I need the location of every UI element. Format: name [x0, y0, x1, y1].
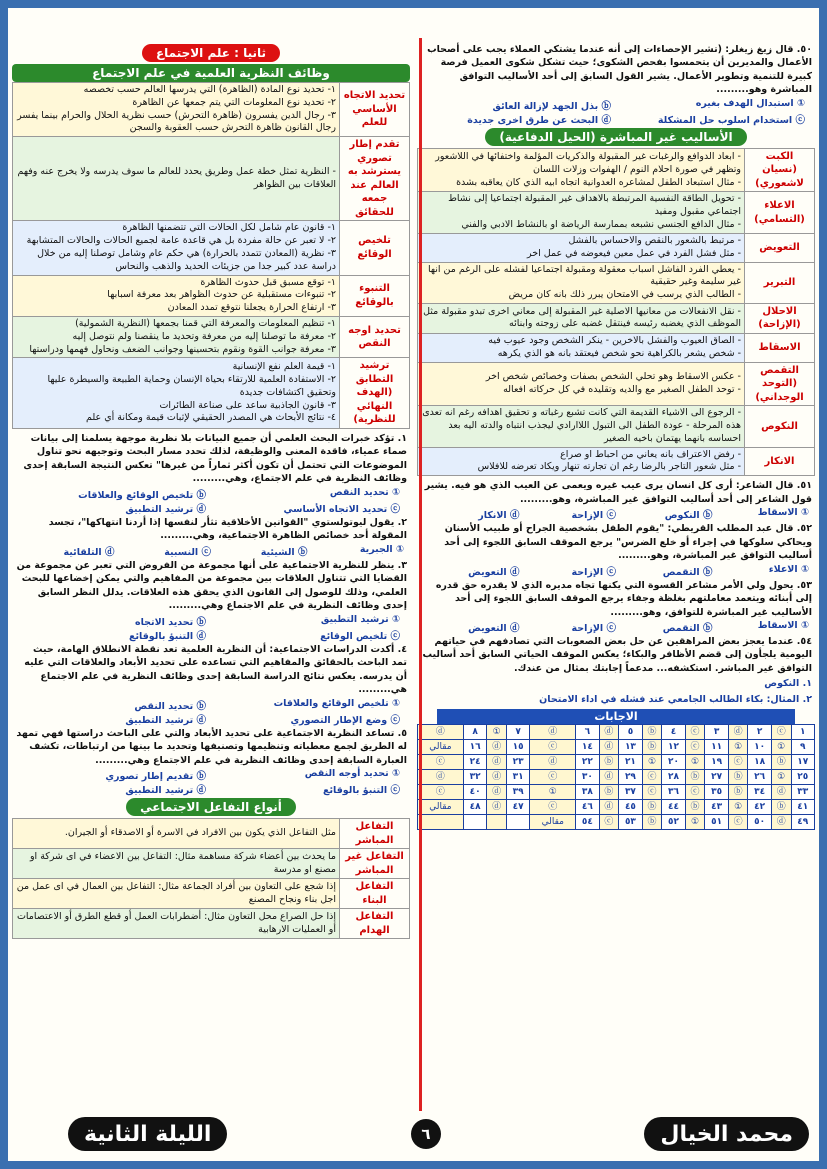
- answer-choice: ⓓ: [599, 725, 619, 740]
- answer-number: ٤٩: [791, 815, 814, 830]
- question-54-answer-2: ٢. المثال: بكاء الطالب الجامعي عند فشله في اداء الامتحان: [539, 693, 812, 705]
- row-label: التعويض: [745, 233, 815, 262]
- row-text: - الصاق العيوب والفشل بالاخرين - ينكر الشخص وجود عيوب فيه - شخص يشعر بالكراهية نحو شخص فيعتقد بانه هو الذي يكرهه: [418, 333, 745, 362]
- question-5-options: [12, 768, 410, 796]
- table-row: [418, 303, 815, 333]
- answer-choice: ⓒ: [530, 800, 576, 815]
- row-text: - نقل الانفعالات من معانيها الاصلية غير المقبولة إلى معاني اخرى تبدو مقبولة مثل الموظف الذي يغضبه رئيسه فينتقل غضبه على زوجته وابنائه: [418, 303, 745, 333]
- answer-number: ٥٤: [576, 815, 599, 830]
- table-row: [418, 233, 815, 262]
- section-title: ثانيا : علم الاجتماع: [142, 44, 280, 62]
- answer-choice: ⓒ: [685, 725, 705, 740]
- answer-number: ٢٥: [791, 770, 814, 785]
- option: ⓒ وضع الإطار التصوري: [290, 714, 400, 726]
- table-row: [13, 316, 410, 357]
- table-row: [418, 447, 815, 476]
- answer-choice: ⓓ: [530, 755, 576, 770]
- answer-number: ٣٢: [463, 770, 486, 785]
- option: ⓒ الإزاحة: [571, 623, 616, 634]
- answer-number: ٤٥: [619, 800, 642, 815]
- option: ⓑ التقمص: [662, 623, 713, 634]
- column-divider: [419, 38, 422, 1111]
- answers-title: الاجابات: [437, 709, 795, 724]
- option: ⓓ التلقائية: [63, 546, 115, 558]
- interaction-title: أنواع التفاعل الاجتماعي: [126, 798, 296, 816]
- option: ① تحديد أوجه النقص: [304, 768, 400, 780]
- answer-number: ١٦: [463, 740, 486, 755]
- row-label: الاعلاء (التسامي): [745, 192, 815, 233]
- answer-choice: ①: [728, 800, 748, 815]
- answer-choice: ⓒ: [642, 770, 662, 785]
- answer-choice: ⓓ: [771, 785, 791, 800]
- row-label: الاحلال (الإزاحة): [745, 303, 815, 333]
- row-label: تحديد الاتجاه الأساسي للعلم: [340, 83, 410, 137]
- answer-number: ١٧: [791, 755, 814, 770]
- answer-number: ١١: [705, 740, 728, 755]
- answer-choice: ⓓ: [418, 725, 464, 740]
- row-label: تلخيص الوقائع: [340, 221, 410, 275]
- answers-number-row: [418, 785, 815, 800]
- answer-choice: ⓒ: [685, 740, 705, 755]
- defense-banner: [417, 128, 815, 146]
- answer-number: ٢٦: [748, 770, 771, 785]
- answer-choice: ⓓ: [599, 740, 619, 755]
- answer-number: ٣٨: [576, 785, 599, 800]
- option: ① استبدال الهدف بغيره: [695, 97, 805, 109]
- answer-choice: ⓑ: [642, 815, 662, 830]
- question-54: ٥٤. عندما يعجز بعض المراهقين عن حل بعض الصعوبات التي تصادفهم في حياتهم اليومية يلجأون إلى قضم الأظافر والبكاء؛ يعكس الموقف الحياتي السابق أحد أساليب التوافق غير المباشر. استكشفه... مدعماً إجابتك بمثال من عندك.: [422, 636, 812, 674]
- answer-number: ٤٤: [662, 800, 685, 815]
- question-4-options: [12, 698, 410, 726]
- answer-number: ١٥: [506, 740, 529, 755]
- answer-choice: ⓑ: [642, 740, 662, 755]
- answer-choice: ⓑ: [642, 725, 662, 740]
- answer-number: ٥١: [705, 815, 728, 830]
- answer-number: ٤٢: [748, 800, 771, 815]
- question-52: ٥٢. قال عبد المطلب القريطي: "يقوم الطفل بشخصية الجراح أو طبيب الأسنان ويحاكي سلوكها في إجراء أو خلع الضرس" يرجع الموقف السابق اللجوء إلى أحد أساليب التوافق غير المباشرة، وهو.........: [444, 523, 812, 562]
- answer-number: ٢٨: [662, 770, 685, 785]
- table-row: [13, 879, 410, 909]
- row-label: تقدم إطار تصوري يسترشد به العالم عند جمعه للحقائق: [340, 137, 410, 221]
- answer-choice: ⓒ: [530, 740, 576, 755]
- answer-number: ٤٦: [576, 800, 599, 815]
- answer-number: ٣٧: [619, 785, 642, 800]
- answer-number: ١٢: [662, 740, 685, 755]
- answer-choice: ⓒ: [530, 770, 576, 785]
- row-text: - مرتبط بالشعور بالنقص والاحساس بالفشل - مثل فشل الفرد في عمل معين فيعوضه في عمل اخر: [418, 233, 745, 262]
- option: ⓑ تحديد النقص: [134, 700, 206, 712]
- answers-number-row: [418, 755, 815, 770]
- option: ① الاسقاط: [757, 507, 809, 519]
- answer-number: ١٠: [748, 740, 771, 755]
- table-row: [418, 148, 815, 192]
- row-text: - يعطي الفرد الفاشل اسباب معقولة ومقبولة اجتماعيا لفشله على الرغم من انها غير سليمة وغير حقيقية - الطالب الذي يرسب في الامتحان يبرر ذلك بانه كان مريض: [418, 262, 745, 303]
- page-number: ٦: [411, 1119, 441, 1149]
- answer-number: ٧: [506, 725, 529, 740]
- row-label: التفاعل الهدام: [340, 909, 410, 939]
- question-3: ٣. ينظر للنظرية الاجتماعية على أنها مجموعة من الفروض التي تعبر عن مجموعة من القضايا التي تتناول العلاقات بين مجموعة من المفاهيم والتي يمكن إخضاعها للبحث العلمي، وذلك للوصول إلى القانون الذي يحقق هذه العلاقات. يدلل النظر السابق إحدى وظائف النظرية في علم الاجتماع وهي.........: [16, 559, 407, 612]
- answer-number: ٣٥: [705, 785, 728, 800]
- question-2: ٢. يقول ليوتولستوي "القوانين الأخلاقية تثأر لنفسها إذا أردنا انتهاكها"، تجسد المقولة أحد خصائص الظاهرة الاجتماعية، وهي.........: [48, 516, 407, 542]
- answer-choice: ⓓ: [418, 770, 464, 785]
- row-label: الكبت (نسيان لاشعوري): [745, 148, 815, 192]
- table-row: [418, 333, 815, 362]
- question-1-options: [12, 487, 410, 515]
- option: ⓑ النكوص: [664, 510, 713, 522]
- option: ⓓ ترشيد التطبيق: [125, 714, 206, 726]
- answer-choice: ⓓ: [487, 800, 507, 815]
- answer-choice: [487, 815, 507, 830]
- question-2-options: [12, 544, 410, 558]
- option: ⓑ تقديم إطار تصوري: [105, 771, 206, 783]
- answer-number: ٢٢: [576, 755, 599, 770]
- answer-choice: ①: [771, 740, 791, 755]
- answer-choice: ⓓ: [487, 770, 507, 785]
- answer-number: ٢٧: [705, 770, 728, 785]
- answer-number: ٤٧: [506, 800, 529, 815]
- option: ⓒ تلخيص الوقائع: [320, 630, 400, 642]
- answer-number: ٣٩: [506, 785, 529, 800]
- option: ⓑ التقمص: [662, 566, 713, 578]
- table-row: [13, 819, 410, 849]
- option: ⓓ الانكار: [478, 510, 520, 522]
- option: ⓑ الشيئية: [260, 546, 308, 558]
- answer-number: ٣١: [506, 770, 529, 785]
- answer-number: ٤٠: [463, 785, 486, 800]
- answer-choice: ⓑ: [771, 800, 791, 815]
- answer-choice: [418, 815, 464, 830]
- answer-choice: ⓑ: [599, 785, 619, 800]
- footer: [18, 1117, 809, 1155]
- answers-number-row: [418, 725, 815, 740]
- answer-choice: ⓒ: [728, 755, 748, 770]
- table-row: [13, 221, 410, 275]
- answer-number: ٢٩: [619, 770, 642, 785]
- row-text: ١- قيمة العلم نفع الإنسانية ٢- الاستفادة العلمية للارتقاء بحياة الإنسان وحماية الطبيعة والسيطرة عليها وتحقيق اكتشافات جديدة ٣- قانون الجاذبية ساعد على صناعة الطائرات ٤- نتائج الأبحاث هي المصدر الحقيقي لإثبات قيمة ومكانة أي علم: [13, 358, 340, 429]
- option: ⓓ التعويض: [468, 566, 520, 578]
- question-4: ٤. أكدت الدراسات الاجتماعية: أن النظرية العلمية تعد نقطة الانطلاق الهامة، حيث تمد الباحث بالحقائق والمفاهيم التي تساعده على تحديد الأبعاد والعلاقات التي عليه أن يدرسه. يعكس نتائج الدراسة السابقة إحدى وظائف النظرية في علم الاجتماع هي.........: [24, 643, 407, 696]
- question-51: ٥١. قال الشاعر: أرى كل انسان يرى عيب غيره ويعمى عن العيب الذي هو فيه. يشير قول الشاعر إلى أحد أساليب التوافق غير المباشرة، وهو.........: [424, 480, 812, 505]
- theory-table: [12, 82, 410, 429]
- author-name: محمد الخيال: [644, 1117, 809, 1151]
- row-text: إذا شجع على التعاون بين أفراد الجماعة مثال: التفاعل بين العمال في اى عمل من اجل بناء ونجاح المصنع: [13, 879, 340, 909]
- answer-number: ٢: [748, 725, 771, 740]
- row-text: - النظرية تمثل خطة عمل وطريق يحدد للعالم ما سوف يدرسه ولا يخرج عنه وفهم العلاقات بين الظواهر: [13, 137, 340, 221]
- question-50-options: [417, 98, 815, 126]
- question-1: ١. تؤكد خبرات البحث العلمي أن جميع البيانات بلا نظرية موجهة يسلمنا إلى بيانات صماء عمياء، فاقدة المعنى والوظيفة، لذلك تحدد مسار البحث وتوجيهه نحو تناول الموضوعات التي تحتمل أن تكون أكثر ثماراً من غيرها" تعكس النتيجة السابقة إحدى وظائف النظرية في علم الاجتماع، وهي.........: [23, 432, 407, 485]
- question-50: ٥٠. قال زيغ زيغلر: (تشير الإحصاءات إلى أنه عندما يشتكي العملاء يجب على أصحاب الأعمال والمديرين أن يتحمسوا بفحص الشكوى؛ حيث تشكل شكوى العميل فرصة كبيرة للتنمية وتطوير الأعمال. يشير القول السابق إلى أحد الأساليب التوافق المباشرة وهو.........: [427, 44, 812, 96]
- option: ⓓ التعويض: [468, 623, 520, 634]
- answers-number-row: [418, 740, 815, 755]
- table-row: [13, 358, 410, 429]
- right-column: [417, 42, 815, 1109]
- answer-number: [506, 815, 529, 830]
- row-text: - الرجوع الى الاشياء القديمة التي كانت تشبع رغباته و تحقيق اهدافه رغم انه تعدى هذه المرحلة - عودة الطفل الى التبول اللاارادي ليجذب انتباه والدته اليه بعد احساسه بانهما يهتمان باخيه الصغير: [418, 406, 745, 447]
- row-label: التفاعل غير المباشر: [340, 849, 410, 879]
- answer-choice: ⓓ: [599, 800, 619, 815]
- row-text: مثل التفاعل الذي يكون بين الافراد في الاسرة أو الاصدقاء أو الجيران.: [13, 819, 340, 849]
- answer-number: ٨: [463, 725, 486, 740]
- answer-choice: ⓒ: [418, 785, 464, 800]
- row-text: ما يحدث بين أعضاء شركة مساهمة مثال: التفاعل بين الاعضاء في اى شركة او مصنع او مدرسة: [13, 849, 340, 879]
- answer-number: ٢٣: [506, 755, 529, 770]
- row-text: - ابعاد الدوافع والرغبات غير المقبولة والذكريات المؤلمة واختفائها في اللاشعور وتظهر في صورة احلام النوم / الهفوات وزلات اللسان - مثال استبعاد الطفل لمشاعره العدوانية اتجاه ابيه الذي كان يعاقبه بشدة: [418, 148, 745, 192]
- option: ⓒ تحديد الاتجاه الأساسي: [283, 503, 400, 515]
- answer-choice: ①: [685, 815, 705, 830]
- option: ⓑ تلخيص الوقائع والعلاقات: [78, 489, 206, 501]
- row-label: التفاعل المباشر: [340, 819, 410, 849]
- answer-choice: ⓑ: [685, 800, 705, 815]
- answer-choice: ⓑ: [771, 755, 791, 770]
- table-row: [13, 909, 410, 939]
- answer-choice: ⓑ: [685, 770, 705, 785]
- table-row: [13, 83, 410, 137]
- answer-number: ٢١: [619, 755, 642, 770]
- section-banner: [12, 44, 410, 62]
- row-text: ١- قانون عام شامل لكل الحالات التي تتضمنها الظاهرة ٢- لا تعبر عن حالة مفردة بل هي قاعدة عامة لجميع الحالات والحالات المتشابهة ٣- نظرية (المعادن تتمدد بالحرارة) هي حكم عام وشامل توصلنا إليه من خلال دراسة عدد كبير جدا من جزيئات الحديد والذهب والنحاس: [13, 221, 340, 275]
- option: ① تحديد النقص: [329, 486, 400, 498]
- answer-number: ٤٣: [705, 800, 728, 815]
- table-row: [13, 275, 410, 316]
- answer-choice: ⓒ: [728, 815, 748, 830]
- option: ⓒ الإزاحة: [571, 566, 616, 578]
- answer-choice: ⓓ: [487, 740, 507, 755]
- option: ⓓ ترشيد التطبيق: [125, 503, 206, 515]
- answer-choice: ⓒ: [418, 755, 464, 770]
- answer-choice: ①: [728, 740, 748, 755]
- answer-number: ٥٠: [748, 815, 771, 830]
- option: ⓒ التنبؤ بالوقائع: [322, 785, 400, 797]
- answer-choice: مقالي: [530, 815, 576, 830]
- answer-choice: ⓒ: [599, 815, 619, 830]
- defense-table: [417, 148, 815, 476]
- option: ⓒ استخدام اسلوب حل المشكلة: [657, 114, 805, 126]
- question-51-options: [417, 507, 815, 521]
- answer-choice: مقالي: [418, 800, 464, 815]
- option: ⓒ الإزاحة: [571, 510, 616, 522]
- answer-number: ١٩: [705, 755, 728, 770]
- answer-number: ٤١: [791, 800, 814, 815]
- answer-number: ٥: [619, 725, 642, 740]
- option: ① الاعلاء: [768, 563, 809, 575]
- answer-number: ٩: [791, 740, 814, 755]
- answer-number: ٣٠: [576, 770, 599, 785]
- answer-number: ٢٠: [662, 755, 685, 770]
- answer-number: ١: [791, 725, 814, 740]
- answer-choice: ⓓ: [771, 815, 791, 830]
- question-53-options: [417, 620, 815, 634]
- answer-choice: ⓒ: [642, 785, 662, 800]
- option: ① ترشيد التطبيق: [320, 613, 400, 625]
- answer-number: ٦: [576, 725, 599, 740]
- row-label: التفاعل البناء: [340, 879, 410, 909]
- table-row: [13, 137, 410, 221]
- row-label: التنبوء بالوقائع: [340, 275, 410, 316]
- interaction-table: [12, 818, 410, 939]
- row-text: - عكس الاسقاط وهو تحلي الشخص بصفات وخصائص شخص اخر - توحد الطفل الصغير مع والديه وتقليده في كل حركاته افعاله: [418, 362, 745, 406]
- option: ① تلخيص الوقائع والعلاقات: [273, 697, 400, 709]
- row-text: ١- توقع مسبق قبل حدوث الظاهرة ٢- تنبوءات مستقبلية عن حدوث الظواهر بعد معرفة اسبابها ٣- ارتفاع الحرارة يجعلنا نتوقع تمدد المعادن: [13, 275, 340, 316]
- table-row: [13, 849, 410, 879]
- answer-choice: ⓓ: [530, 725, 576, 740]
- answer-choice: مقالي: [418, 740, 464, 755]
- row-text: إذا حل الصراع محل التعاون مثال: أضطرابات العمل أو قطع الطرق أو الاعتصامات أو العمليات الارهابية: [13, 909, 340, 939]
- answer-number: [463, 815, 486, 830]
- answer-number: ٣: [705, 725, 728, 740]
- series-title: الليلة الثانية: [68, 1117, 227, 1151]
- answer-choice: ①: [685, 755, 705, 770]
- answer-choice: ⓓ: [487, 755, 507, 770]
- table-row: [418, 406, 815, 447]
- answer-number: ٢٤: [463, 755, 486, 770]
- option: ⓓ التنبؤ بالوقائع: [128, 630, 206, 642]
- answer-choice: ⓓ: [599, 770, 619, 785]
- answers-number-row: [418, 815, 815, 830]
- answer-choice: ①: [771, 770, 791, 785]
- question-54-answer-1: ١. النكوص: [764, 678, 812, 690]
- option: ① الاسقاط: [757, 620, 809, 631]
- defense-title: الأساليب غير المباشرة (الحيل الدفاعية): [485, 128, 746, 146]
- question-52-options: [417, 564, 815, 578]
- row-label: التقمص (التوحد الوجداني): [745, 362, 815, 406]
- left-column: [12, 42, 410, 1109]
- answer-number: ٣٤: [748, 785, 771, 800]
- answer-choice: ①: [530, 785, 576, 800]
- row-label: تحديد اوجه النقص: [340, 316, 410, 357]
- option: ⓑ تحديد الاتجاه: [134, 616, 206, 628]
- interaction-banner: [12, 798, 410, 816]
- answers-number-row: [418, 800, 815, 815]
- answer-number: ٥٣: [619, 815, 642, 830]
- table-row: [418, 362, 815, 406]
- answer-choice: ⓑ: [642, 800, 662, 815]
- option: ⓑ بذل الجهد لإزالة العائق: [492, 100, 611, 112]
- answer-number: ١٨: [748, 755, 771, 770]
- answer-choice: ⓒ: [685, 785, 705, 800]
- answer-choice: ⓑ: [599, 755, 619, 770]
- answer-number: ١٤: [576, 740, 599, 755]
- answers-number-row: [418, 770, 815, 785]
- option: ⓓ البحث عن طرق اخرى جديدة: [467, 114, 611, 126]
- option: ⓓ ترشيد التطبيق: [125, 785, 206, 797]
- answer-number: ٣٦: [662, 785, 685, 800]
- table-row: [418, 262, 815, 303]
- answer-choice: ⓑ: [728, 785, 748, 800]
- row-text: - تحويل الطاقة النفسية المرتبطة بالاهداف غير المقبولة اجتماعيا إلى نشاط اجتماعي مقبول ومفيد - مثال الدافع الجنسي نشبعه بممارسة الرياضة او بالنشاط الادبي والفني: [418, 192, 745, 233]
- row-label: الاسقاط: [745, 333, 815, 362]
- answer-number: ٥٢: [662, 815, 685, 830]
- question-3-options: [12, 614, 410, 642]
- row-label: النكوص: [745, 406, 815, 447]
- answer-number: ٣٣: [791, 785, 814, 800]
- answer-choice: ①: [642, 755, 662, 770]
- answer-choice: ⓑ: [728, 770, 748, 785]
- question-53: ٥٣. يحول ولي الأمر مشاعر القسوة التي يكنها تجاه مديره الذي لا يقدره حق قدره إلى أبنائه ويتعمد معاملتهم بغلظة وجفاء يرجع الموقف السابق اللجوء إلى أحد الأساليب غير المباشرة للتوافق، وهو.........: [435, 579, 812, 618]
- answer-choice: ①: [487, 725, 507, 740]
- row-label: الانكار: [745, 447, 815, 476]
- table-row: [418, 192, 815, 233]
- row-text: ١- تحديد نوع المادة (الظاهرة) التي يدرسها العالم حسب تخصصه ٢- تحديد نوع المعلومات التي يتم جمعها عن الظاهرة ٣- رجال الدين يفسرون (ظاهرة التحرش) حسب نظرية الحلال والحرام بينما يفسر رجال القانون ظاهرة التحرش حسب العقوبة والسجن: [13, 83, 340, 137]
- answers-table: [417, 724, 815, 830]
- answer-number: ٤٨: [463, 800, 486, 815]
- answer-choice: ⓒ: [771, 725, 791, 740]
- question-5: ٥. تساعد النظرية الاجتماعية على تحديد الأبعاد والتي على الباحث دراستها فهي تمهد له الطريق لجمع معطياته وتنظيمها وتصنيفها وتحديد ما بينها من ارتباطات، تكشف العبارة السابقة إحدى وظائف النظرية في علم الاجتماع وهي.........: [16, 727, 407, 766]
- row-label: التبرير: [745, 262, 815, 303]
- row-label: ترشيد التطابق (الهدف النهائي للنظرية): [340, 358, 410, 429]
- option: ⓒ النسبية: [164, 546, 211, 558]
- theory-title: وظائف النظرية العلمية في علم الاجتماع: [12, 64, 410, 82]
- answer-choice: ⓓ: [728, 725, 748, 740]
- option: ① الجبرية: [359, 543, 404, 555]
- answer-choice: ⓓ: [487, 785, 507, 800]
- answer-number: ١٣: [619, 740, 642, 755]
- answer-number: ٤: [662, 725, 685, 740]
- row-text: - رفض الاعتراف بانه يعاني من احباط او صراع - مثل شعور التاجر بالرضا رغم ان تجارته تنهار ويكاد تعرضه للافلاس: [418, 447, 745, 476]
- row-text: ١- تنظيم المعلومات والمعرفة التي قمنا بجمعها (النظرية الشمولية) ٢- معرفة ما توصلنا إليه من معرفة وتحديد ما ينقصنا ولم نتوصل إليه ٣- معرفة جوانب القوة ونقوم بتحسينها وجوانب الضعف ونحاول فهمها ودراستها: [13, 316, 340, 357]
